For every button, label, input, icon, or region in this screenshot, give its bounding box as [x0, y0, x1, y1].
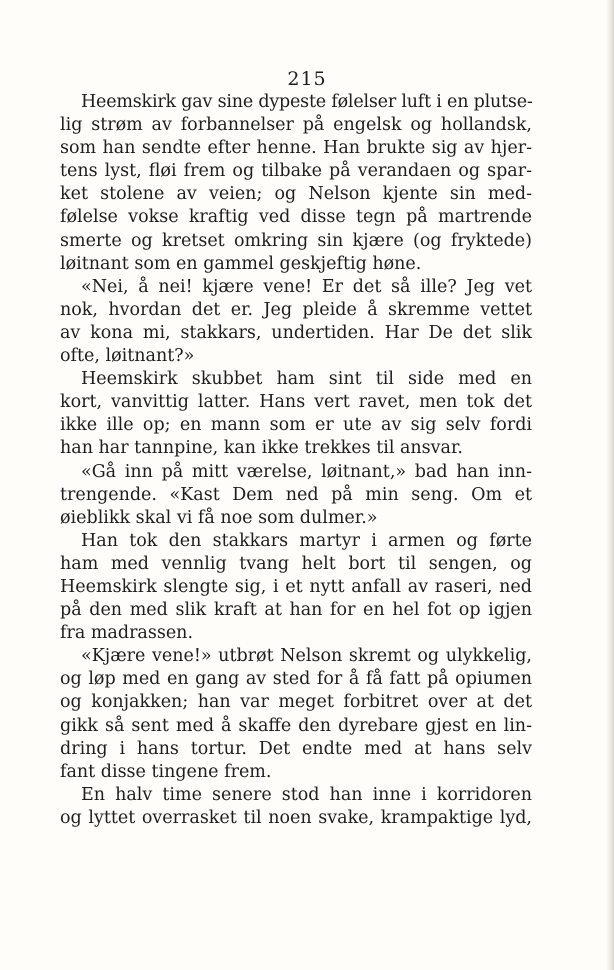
text-line: Heemskirk skubbet ham sint til side med en [81, 369, 532, 390]
text-line: trengende. «Kast Dem ned på min seng. Om et [60, 484, 532, 505]
text-line: ket stolene av veien; og Nelson kjente sin med- [60, 184, 532, 205]
text-line: Heemskirk gav sine dypeste følelser luft i en plutse- [81, 92, 533, 112]
text-line: gikk så sent med å skaffe den dyrebare gjest en lin- [60, 715, 532, 736]
text-line: og konjakken; han var meget forbitret over at det [60, 692, 532, 713]
text-line: Heemskirk slengte sig, i et nytt anfall av raseri, ned [60, 576, 532, 597]
text-line: løitnant som en gammel geskjeftig høne. [60, 253, 422, 274]
text-line: følelse vokse kraftig ved disse tegn på martrende [60, 207, 532, 228]
text-line: tens lyst, fløi frem og tilbake på verandaen og spar- [60, 161, 532, 182]
text-line: fant disse tingene frem. [60, 761, 272, 782]
text-line: på den med slik kraft at han for en hel fot op igjen [60, 600, 532, 621]
text-line: ikke ille op; en mann som er ute av sig selv fordi [60, 415, 532, 436]
text-line: En halv time senere stod han inne i korridoren [81, 784, 532, 805]
text-line: fra madrassen. [60, 623, 194, 644]
text-line: dring i hans tortur. Det endte med at hans selv [60, 738, 532, 759]
text-line: Han tok den stakkars martyr i armen og førte [81, 530, 532, 551]
page-edge-shadow [606, 0, 614, 970]
text-line: «Gå inn på mitt værelse, løitnant,» bad han inn- [81, 461, 532, 482]
text-line: ham med vennlig tvang helt bort til sengen, og [60, 553, 532, 574]
text-line: nok, hvordan det er. Jeg pleide å skremme vettet [60, 299, 532, 320]
text-line: lig strøm av forbannelser på engelsk og hollandsk, [60, 115, 532, 136]
text-line: og løp med en gang av sted for å få fatt på opiumen [60, 669, 532, 690]
text-line: han har tannpine, kan ikke trekkes til ansvar. [60, 438, 463, 459]
page-number: 215 [287, 68, 327, 90]
text-line: og lyttet overrasket til noen svake, krampaktige lyd, [60, 807, 532, 828]
text-line: smerte og kretset omkring sin kjære (og fryktede) [60, 230, 532, 251]
text-line: «Nei, å nei! kjære vene! Er det så ille? Jeg vet [81, 276, 532, 297]
body-text [60, 91, 532, 830]
text-line: som han sendte efter henne. Han brukte sig av hjer- [60, 138, 532, 159]
text-line: «Kjære vene!» utbrøt Nelson skremt og ulykkelig, [81, 646, 532, 667]
text-line: kort, vanvittig latter. Hans vert ravet, men tok det [60, 392, 532, 413]
text-line: av kona mi, stakkars, undertiden. Har De det slik [60, 322, 532, 343]
text-line: øieblikk skal vi få noe som dulmer.» [60, 507, 378, 528]
text-line: ofte, løitnant?» [60, 346, 195, 367]
